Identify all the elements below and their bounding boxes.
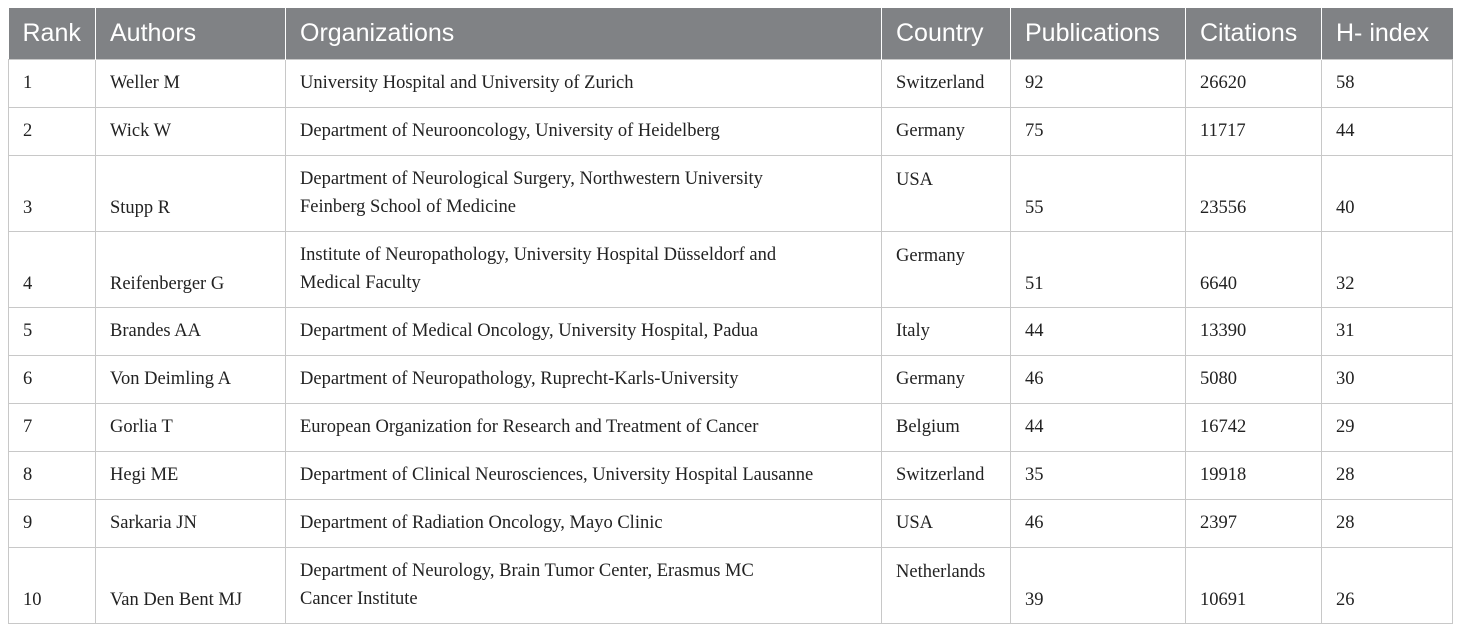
cell-publications: 44 bbox=[1011, 403, 1186, 451]
cell-rank: 10 bbox=[9, 547, 96, 623]
table-row bbox=[9, 59, 1453, 107]
cell-rank: 7 bbox=[9, 403, 96, 451]
table-row bbox=[9, 231, 1453, 307]
organization-line: Department of Medical Oncology, University Hospital, Padua bbox=[300, 321, 759, 341]
cell-publications: 75 bbox=[1011, 107, 1186, 155]
cell-author: Van Den Bent MJ bbox=[96, 547, 286, 623]
header-rank: Rank bbox=[22, 18, 81, 47]
cell-organization bbox=[286, 355, 882, 403]
cell-author: Brandes AA bbox=[96, 307, 286, 355]
cell-country: Germany bbox=[882, 107, 1011, 155]
organization-line: Medical Faculty bbox=[300, 273, 421, 293]
cell-country: USA bbox=[882, 499, 1011, 547]
organization-line: Department of Neurology, Brain Tumor Center, Erasmus MC bbox=[300, 561, 754, 581]
header-row bbox=[9, 8, 1453, 59]
cell-h-index: 58 bbox=[1322, 59, 1453, 107]
cell-rank: 1 bbox=[9, 59, 96, 107]
cell-rank: 4 bbox=[9, 231, 96, 307]
header-authors: Authors bbox=[96, 8, 286, 59]
cell-country: Netherlands bbox=[882, 547, 1011, 623]
cell-country: USA bbox=[882, 155, 1011, 231]
cell-organization bbox=[286, 451, 882, 499]
header-organizations: Organizations bbox=[286, 8, 882, 59]
header-country: Country bbox=[882, 8, 1011, 59]
cell-publications: 44 bbox=[1011, 307, 1186, 355]
header-h-index: H- index bbox=[1322, 8, 1453, 59]
cell-publications: 35 bbox=[1011, 451, 1186, 499]
organization-line: European Organization for Research and Treatment of Cancer bbox=[300, 417, 759, 437]
table-row bbox=[9, 155, 1453, 231]
cell-rank: 3 bbox=[9, 155, 96, 231]
top-authors-table bbox=[8, 8, 1453, 624]
cell-country: Germany bbox=[882, 231, 1011, 307]
cell-citations: 26620 bbox=[1186, 59, 1322, 107]
cell-organization bbox=[286, 307, 882, 355]
cell-author: Stupp R bbox=[96, 155, 286, 231]
cell-rank: 2 bbox=[9, 107, 96, 155]
organization-line: Department of Neurological Surgery, Northwestern University bbox=[300, 169, 763, 189]
cell-h-index: 28 bbox=[1322, 499, 1453, 547]
cell-author: Gorlia T bbox=[96, 403, 286, 451]
cell-citations: 23556 bbox=[1186, 155, 1322, 231]
cell-h-index: 32 bbox=[1322, 231, 1453, 307]
table-row bbox=[9, 355, 1453, 403]
organization-line: Feinberg School of Medicine bbox=[300, 197, 516, 217]
cell-organization bbox=[286, 155, 882, 231]
cell-organization bbox=[286, 59, 882, 107]
cell-organization bbox=[286, 231, 882, 307]
cell-citations: 13390 bbox=[1186, 307, 1322, 355]
cell-h-index: 31 bbox=[1322, 307, 1453, 355]
cell-author: Sarkaria JN bbox=[96, 499, 286, 547]
cell-rank: 8 bbox=[9, 451, 96, 499]
cell-rank: 5 bbox=[9, 307, 96, 355]
table-row bbox=[9, 403, 1453, 451]
cell-h-index: 40 bbox=[1322, 155, 1453, 231]
organization-line: Department of Clinical Neurosciences, University Hospital Lausanne bbox=[300, 465, 814, 485]
table-row bbox=[9, 107, 1453, 155]
cell-publications: 46 bbox=[1011, 499, 1186, 547]
cell-rank: 6 bbox=[9, 355, 96, 403]
cell-h-index: 30 bbox=[1322, 355, 1453, 403]
cell-country: Italy bbox=[882, 307, 1011, 355]
cell-h-index: 26 bbox=[1322, 547, 1453, 623]
cell-country: Germany bbox=[882, 355, 1011, 403]
cell-rank: 9 bbox=[9, 499, 96, 547]
cell-citations: 16742 bbox=[1186, 403, 1322, 451]
cell-author: Reifenberger G bbox=[96, 231, 286, 307]
header-publications: Publications bbox=[1011, 8, 1186, 59]
cell-publications: 51 bbox=[1011, 231, 1186, 307]
cell-organization bbox=[286, 107, 882, 155]
organization-line: Institute of Neuropathology, University Hospital Düsseldorf and bbox=[300, 245, 777, 265]
table-body bbox=[9, 59, 1453, 623]
cell-country: Switzerland bbox=[882, 451, 1011, 499]
cell-citations: 11717 bbox=[1186, 107, 1322, 155]
cell-author: Weller M bbox=[96, 59, 286, 107]
table-row bbox=[9, 499, 1453, 547]
cell-publications: 55 bbox=[1011, 155, 1186, 231]
cell-author: Hegi ME bbox=[96, 451, 286, 499]
cell-organization bbox=[286, 403, 882, 451]
table-header bbox=[9, 8, 1453, 59]
cell-country: Switzerland bbox=[882, 59, 1011, 107]
organization-line: University Hospital and University of Zurich bbox=[300, 73, 634, 93]
header-citations: Citations bbox=[1186, 8, 1322, 59]
organization-line: Department of Neurooncology, University of Heidelberg bbox=[300, 121, 720, 141]
cell-country: Belgium bbox=[882, 403, 1011, 451]
organization-line: Department of Radiation Oncology, Mayo Clinic bbox=[300, 513, 663, 533]
table-row bbox=[9, 547, 1453, 623]
table-row bbox=[9, 307, 1453, 355]
cell-publications: 92 bbox=[1011, 59, 1186, 107]
cell-author: Von Deimling A bbox=[96, 355, 286, 403]
cell-citations: 5080 bbox=[1186, 355, 1322, 403]
cell-publications: 46 bbox=[1011, 355, 1186, 403]
cell-citations: 2397 bbox=[1186, 499, 1322, 547]
table-row bbox=[9, 451, 1453, 499]
cell-citations: 19918 bbox=[1186, 451, 1322, 499]
cell-h-index: 44 bbox=[1322, 107, 1453, 155]
organization-line: Department of Neuropathology, Ruprecht-Karls-University bbox=[300, 369, 739, 389]
cell-author: Wick W bbox=[96, 107, 286, 155]
cell-citations: 10691 bbox=[1186, 547, 1322, 623]
cell-publications: 39 bbox=[1011, 547, 1186, 623]
cell-organization bbox=[286, 547, 882, 623]
cell-citations: 6640 bbox=[1186, 231, 1322, 307]
cell-h-index: 28 bbox=[1322, 451, 1453, 499]
cell-h-index: 29 bbox=[1322, 403, 1453, 451]
authors-table-container bbox=[8, 8, 1452, 624]
organization-line: Cancer Institute bbox=[300, 589, 418, 609]
cell-organization bbox=[286, 499, 882, 547]
